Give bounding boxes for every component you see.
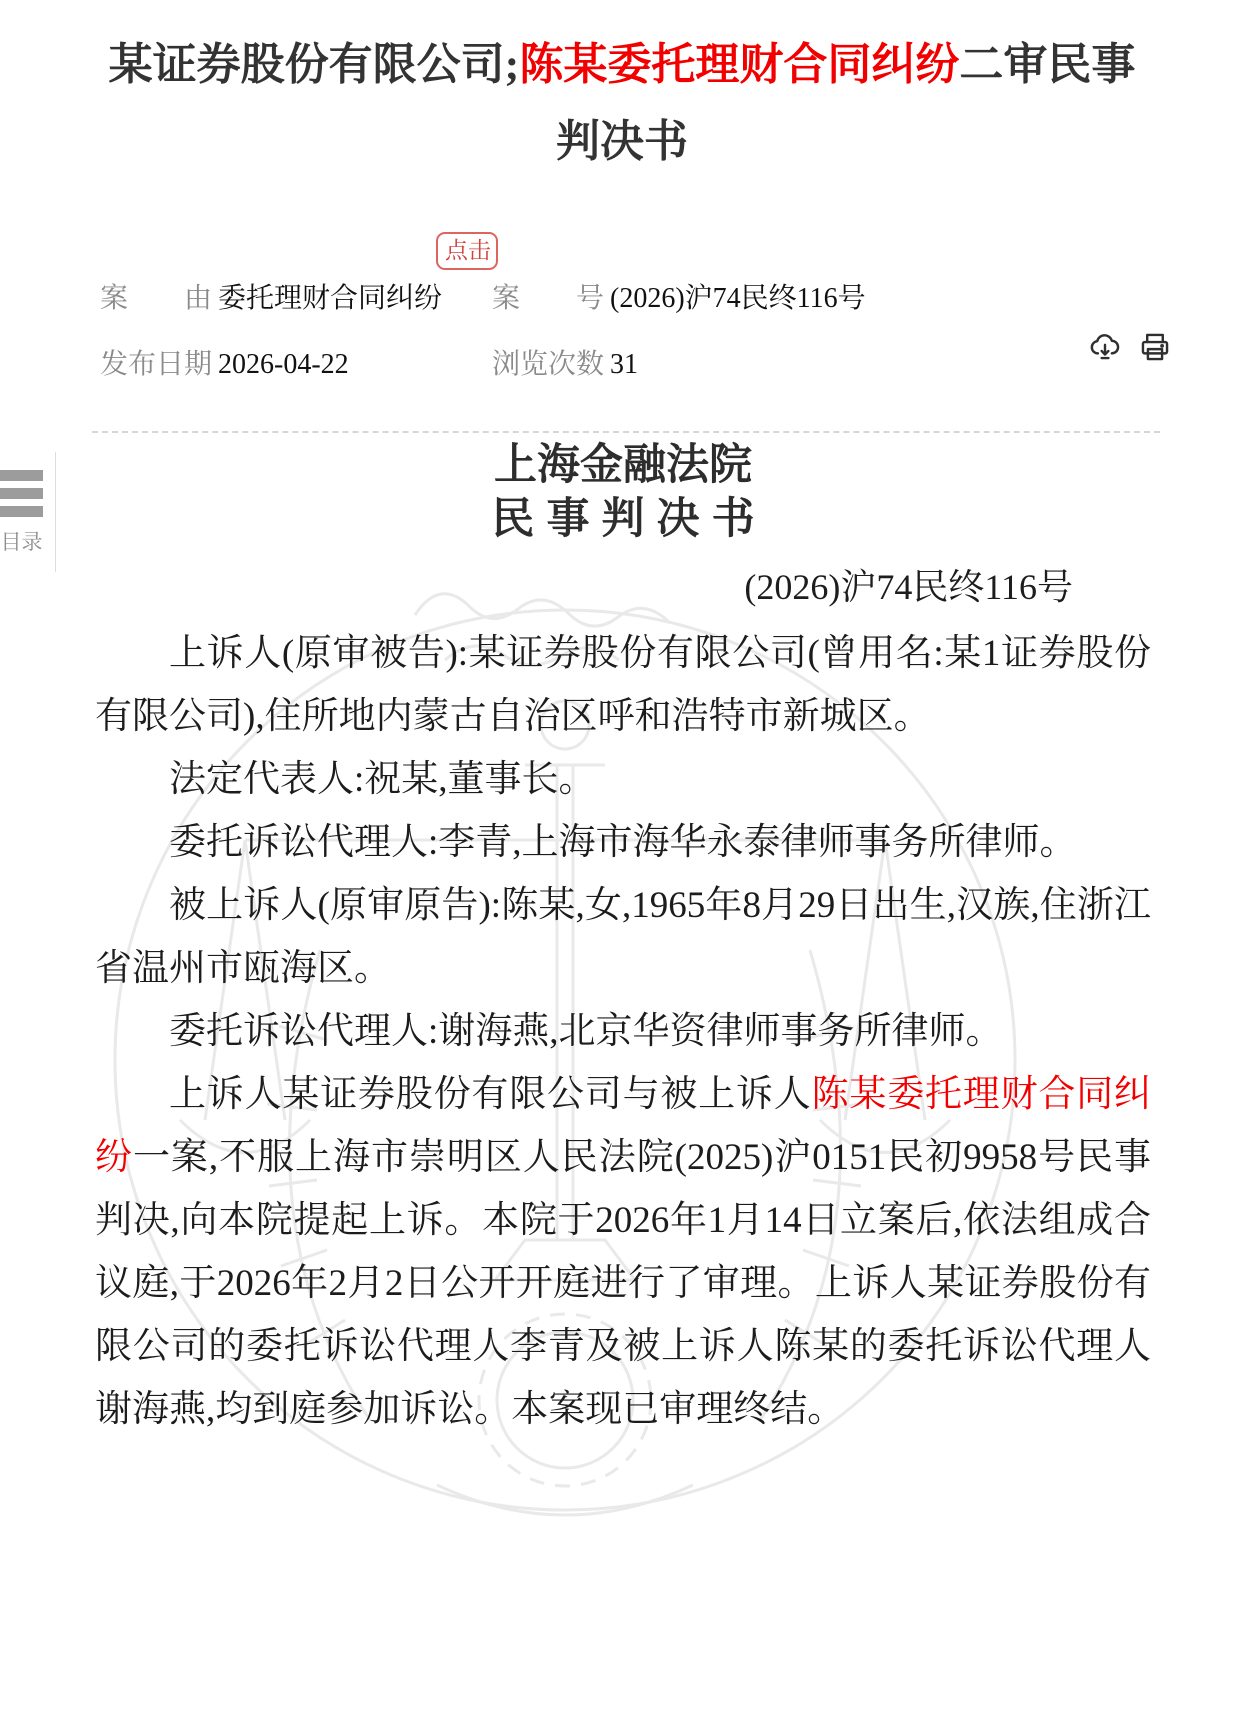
- document-type: 民事判决书: [491, 496, 767, 543]
- case-number-label: 案号: [492, 283, 604, 314]
- cloud-download-icon: [1088, 330, 1122, 364]
- divider: [92, 431, 1160, 433]
- paragraph: 上诉人某证券股份有限公司与被上诉人陈某委托理财合同纠纷一案,不服上海市崇明区人民法院(2025)沪0151民初9958号民事判决,向本院提起上诉。本院于2026年1月14日立案后,依法组成合议庭,于2026年2月2日公开开庭进行了审理。上诉人某证券股份有限公司的委托诉讼代理人李青及被上诉人陈某的委托诉讼代理人谢海燕,均到庭参加诉讼。本案现已审理终结。: [95, 1074, 1152, 1430]
- paragraph: 法定代表人:祝某,董事长。: [169, 759, 596, 800]
- paragraph: 被上诉人(原审原告):陈某,女,1965年8月29日出生,汉族,住浙江省温州市瓯海区。: [95, 885, 1151, 989]
- document-body: [95, 622, 1151, 1441]
- publish-date-label: 发布日期: [100, 349, 213, 380]
- page-title: 某证券股份有限公司;陈某委托理财合同纠纷二审民事判决书: [108, 40, 1136, 166]
- toolbar: [1088, 330, 1172, 364]
- case-number-field: [492, 276, 866, 316]
- case-cause-value[interactable]: 委托理财合同纠纷: [218, 283, 443, 314]
- hamburger-menu-icon: [0, 470, 55, 517]
- case-cause-field: [100, 238, 492, 316]
- views-field: [492, 342, 638, 382]
- publish-date-value: 2026-04-22: [218, 349, 349, 380]
- paragraph: 委托诉讼代理人:谢海燕,北京华资律师事务所律师。: [169, 1011, 1003, 1052]
- publish-date-field: [100, 342, 492, 382]
- case-meta: [100, 238, 1170, 408]
- toc-widget[interactable]: [0, 452, 56, 572]
- case-cause-label: 案由: [100, 283, 212, 314]
- toc-label: 目录: [0, 530, 43, 554]
- views-label: 浏览次数: [492, 349, 605, 380]
- print-button[interactable]: [1138, 330, 1172, 364]
- judgment-document: [95, 440, 1151, 1441]
- meta-row-1: [100, 238, 1170, 316]
- printer-icon: [1138, 330, 1172, 364]
- court-name: 上海金融法院: [494, 442, 752, 489]
- download-button[interactable]: [1088, 330, 1122, 364]
- document-case-number: (2026)沪74民终116号: [744, 567, 1073, 607]
- click-badge[interactable]: 点击: [436, 232, 498, 270]
- case-number-value: (2026)沪74民终116号: [610, 283, 866, 314]
- paragraph: 委托诉讼代理人:李青,上海市海华永泰律师事务所律师。: [169, 822, 1077, 863]
- paragraph: 上诉人(原审被告):某证券股份有限公司(曾用名:某1证券股份有限公司),住所地内蒙古自治区呼和浩特市新城区。: [95, 633, 1151, 737]
- views-value: 31: [610, 349, 638, 380]
- meta-row-2: [100, 342, 1170, 382]
